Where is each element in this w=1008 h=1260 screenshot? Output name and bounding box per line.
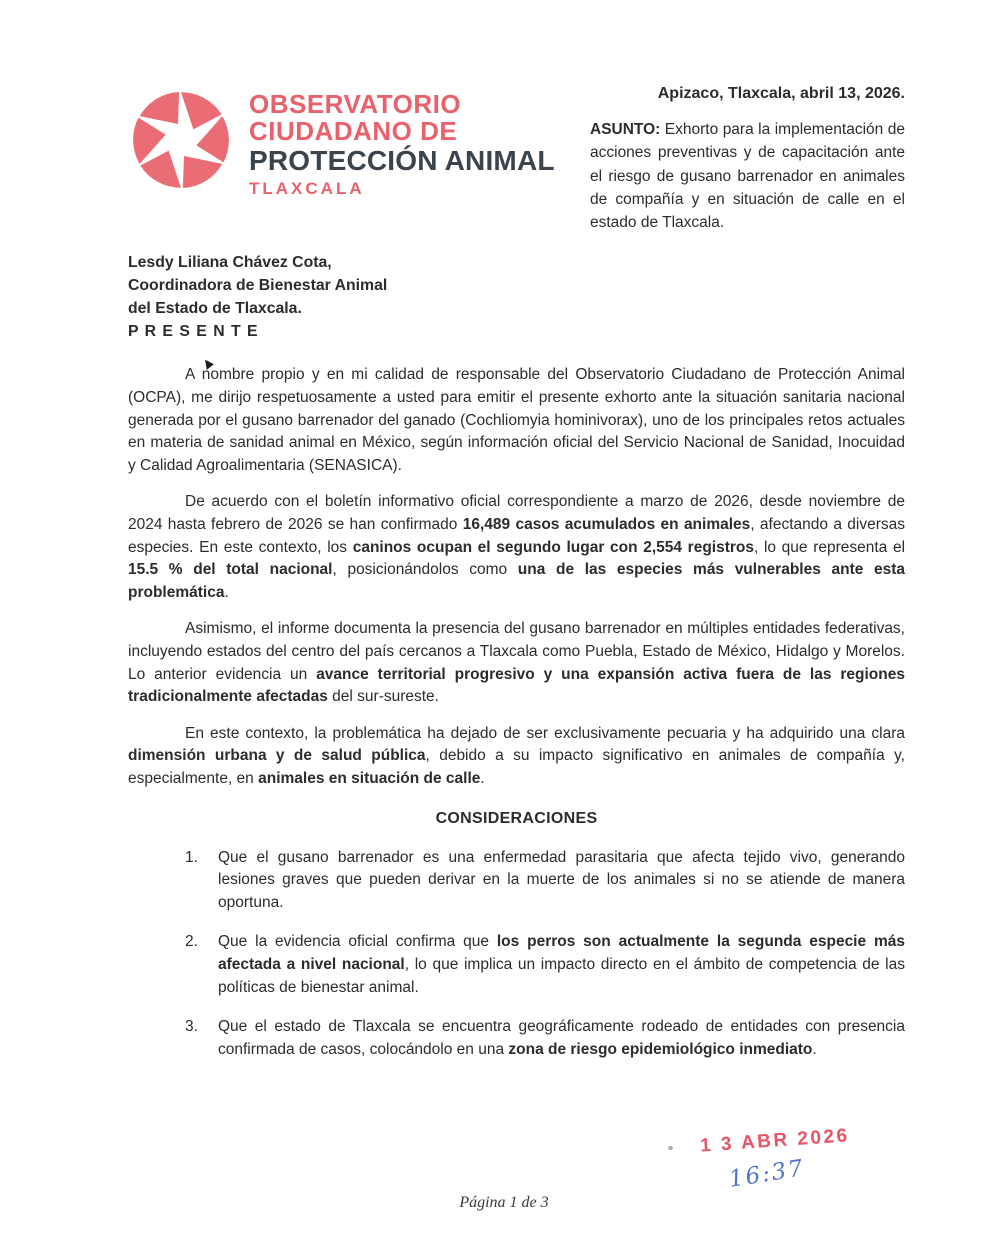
subject-paragraph: ASUNTO: Exhorto para la implementación de acciones preventivas y de capacitación ante el riesgo de gusano barrenador en animales de compañía y en situación de calle en el estado de Tlaxcala. xyxy=(590,121,905,232)
logo-line-4: TLAXCALA xyxy=(249,179,365,199)
letter-body xyxy=(128,364,905,790)
item-number: 1. xyxy=(185,848,198,866)
stamp-dot-mark xyxy=(668,1146,673,1150)
page-number-footer: Página 1 de 3 xyxy=(459,1194,549,1211)
org-logo xyxy=(128,85,558,198)
consideration-item xyxy=(185,847,905,915)
stamp-date: 1 3 ABR 2026 xyxy=(699,1125,851,1157)
logo-line-1: OBSERVATORIO xyxy=(249,89,462,119)
recipient-region: del Estado de Tlaxcala. xyxy=(128,300,302,318)
stamp-handwritten-time: 16:37 xyxy=(727,1155,807,1193)
paragraph-urban-dimension: En este contexto, la problemática ha dejado de ser exclusivamente pecuaria y ha adquirido una clara dimensión urbana y de salud pública, debido a su impacto significativo en animales de compañía y, especialmente, en animales en situación de calle. xyxy=(128,724,905,787)
header-right-column xyxy=(590,85,905,234)
item-number: 2. xyxy=(185,933,198,951)
consideration-item xyxy=(185,1016,905,1061)
recipient-present: P R E S E N T E xyxy=(128,323,259,341)
considerations-heading: CONSIDERACIONES xyxy=(435,809,598,827)
dateline: Apizaco, Tlaxcala, abril 13, 2026. xyxy=(657,85,905,102)
aperture-shutter-icon xyxy=(128,87,234,193)
received-stamp xyxy=(699,1125,920,1193)
considerations-list xyxy=(185,847,905,1062)
org-logo-text xyxy=(249,85,555,198)
paragraph-intro: A nombre propio y en mi calidad de responsable del Observatorio Ciudadano de Protección Animal (OCPA), me dirijo respetuosamente a usted para emitir el presente exhorto ante la situación sanitaria nacional generada por el gusano barrenador del ganado (Cochliomyia hominivorax), uno de los principales retos actuales en materia de sanidad animal en México, según información oficial del Servicio Nacional de Sanidad, Inocuidad y Calidad Agroalimentaria (SENASICA). xyxy=(128,366,905,474)
item-text: Que la evidencia oficial confirma que los perros son actualmente la segunda especie más afectada a nivel nacional, lo que implica un impacto directo en el ámbito de competencia de las políticas de bienestar animal. xyxy=(218,933,905,996)
recipient-title: Coordinadora de Bienestar Animal xyxy=(128,277,388,295)
paragraph-statistics: De acuerdo con el boletín informativo oficial correspondiente a marzo de 2026, desde noviembre de 2024 hasta febrero de 2026 se han confirmado 16,489 casos acumulados en animales, afectando a diversas especies. En este contexto, los caninos ocupan el segundo lugar con 2,554 registros, lo que representa el 15.5 % del total nacional, posicionándolos como una de las especies más vulnerables ante esta problemática. xyxy=(128,493,906,601)
logo-line-3: PROTECCIÓN ANIMAL xyxy=(249,145,555,177)
item-number: 3. xyxy=(185,1018,198,1036)
recipient-name: Lesdy Liliana Chávez Cota, xyxy=(128,254,332,272)
item-text: Que el gusano barrenador es una enfermedad parasitaria que afecta tejido vivo, generando lesiones graves que pueden derivar en la muerte de los animales si no se atiende de manera oportuna. xyxy=(218,848,905,911)
consideration-item xyxy=(185,931,905,999)
item-text: Que el estado de Tlaxcala se encuentra geográficamente rodeado de entidades con presencia confirmada de casos, colocándolo en una zona de riesgo epidemiológico inmediato. xyxy=(218,1018,905,1058)
recipient-block xyxy=(128,251,905,343)
logo-line-2: CIUDADANO DE xyxy=(249,116,458,147)
paragraph-territorial: Asimismo, el informe documenta la presencia del gusano barrenador en múltiples entidades federativas, incluyendo estados del centro del país cercanos a Tlaxcala como Puebla, Estado de México, Hidalgo y Morelos. Lo anterior evidencia un avance territorial progresivo y una expansión activa fuera de las regiones tradicionalmente afectadas del sur-sureste. xyxy=(128,620,905,706)
letterhead xyxy=(128,85,905,234)
